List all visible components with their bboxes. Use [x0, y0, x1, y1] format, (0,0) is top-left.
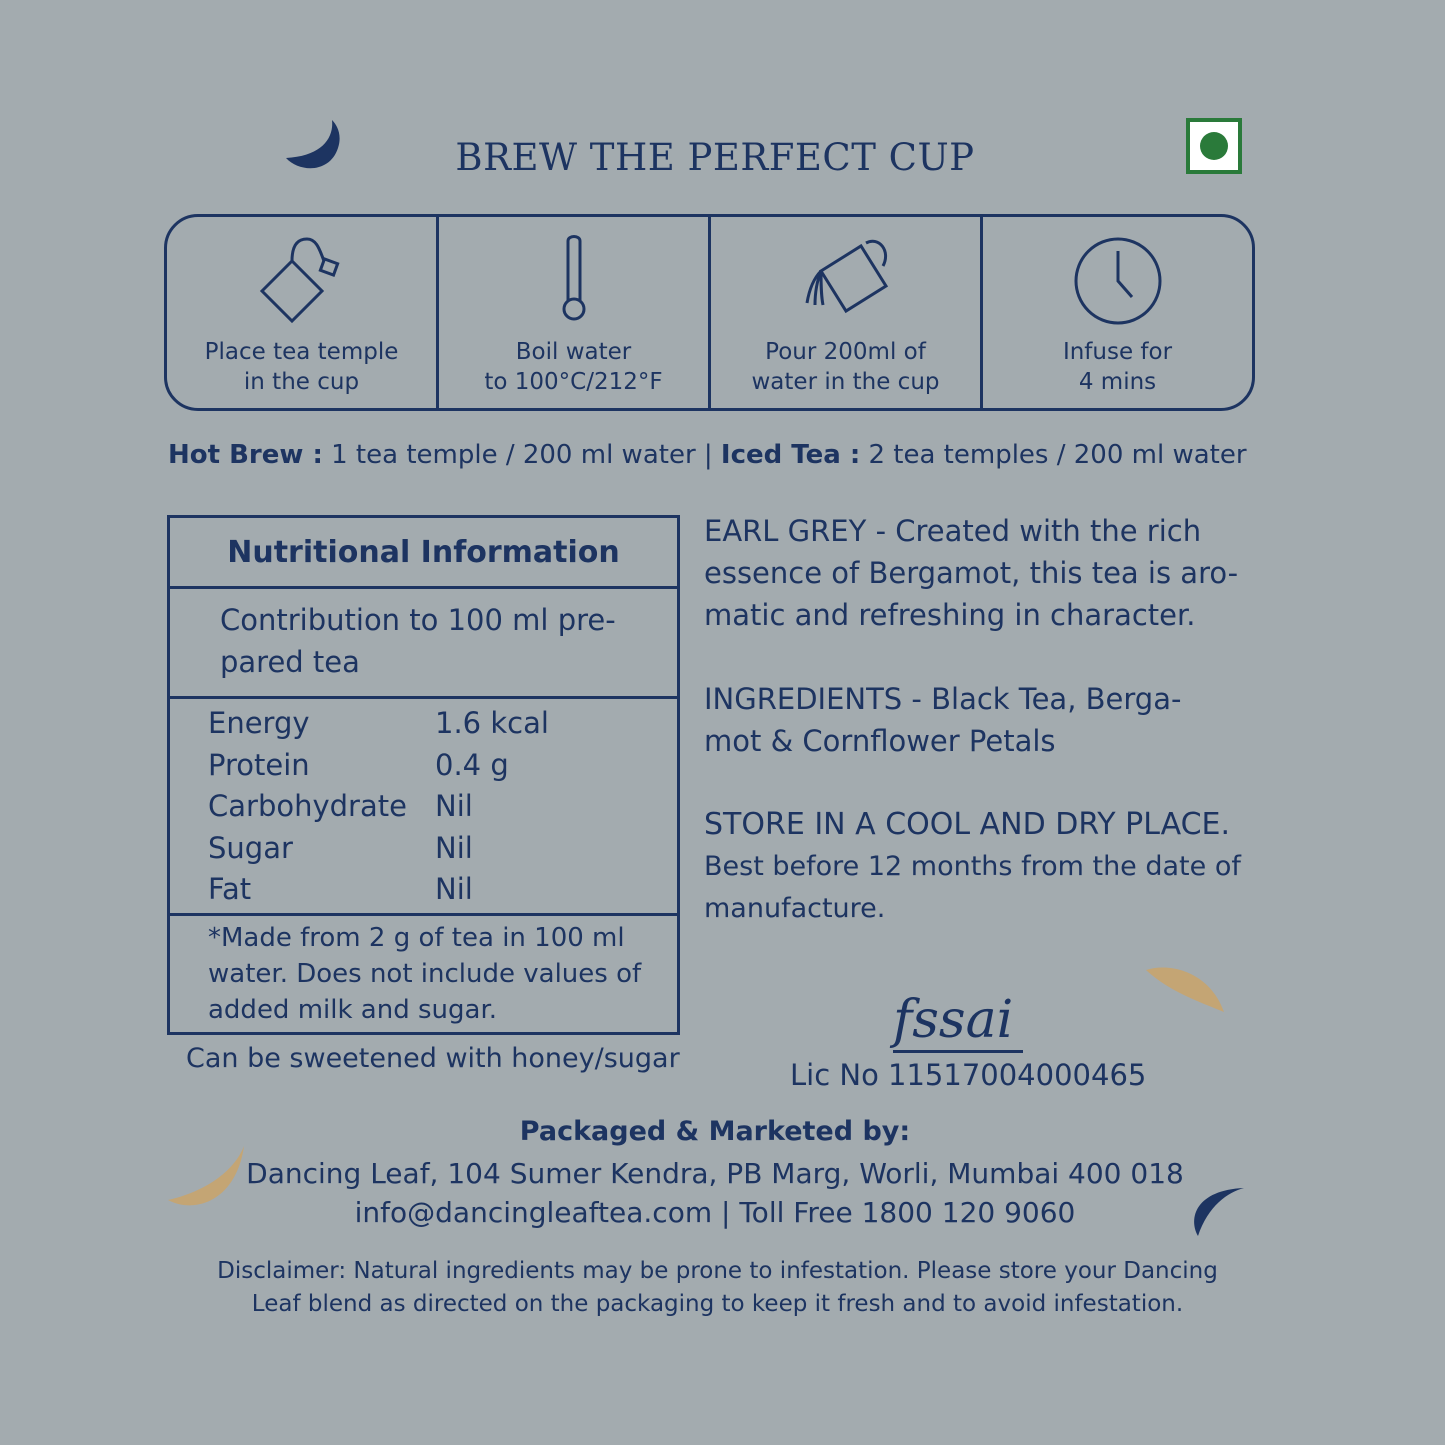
- nutrient-value: Nil: [435, 872, 473, 906]
- nutrient-label: Fat: [208, 872, 252, 906]
- page-title: BREW THE PERFECT CUP: [455, 136, 975, 179]
- nutrition-heading: Nutritional Information: [170, 518, 677, 589]
- iced-tea-value: 2 tea temples / 200 ml water: [860, 440, 1247, 470]
- nutrient-label: Energy: [208, 706, 310, 740]
- step-3-line-2: water in the cup: [751, 369, 940, 395]
- kettle-pour-icon: [791, 231, 901, 331]
- step-2-line-2: to 100°C/212°F: [484, 369, 663, 395]
- nutrition-row: [170, 786, 677, 828]
- nutrition-row: [170, 828, 677, 870]
- brew-ratio-line: [168, 440, 1268, 470]
- iced-tea-label: Iced Tea :: [720, 440, 861, 470]
- ingredients-text: [704, 678, 1264, 762]
- footnote-line-2: water. Does not include values of: [208, 959, 642, 989]
- product-description: [704, 510, 1264, 930]
- ingredients-line-2: mot & Cornflower Petals: [704, 724, 1056, 758]
- ingredients-line-1: INGREDIENTS - Black Tea, Berga-: [704, 682, 1182, 716]
- packager-contact: info@dancingleaftea.com | Toll Free 1800 120 9060: [354, 1196, 1076, 1229]
- step-1-line-1: Place tea temple: [204, 339, 399, 365]
- nutrient-label: Protein: [208, 747, 310, 782]
- nutrient-value: 1.6 kcal: [435, 706, 549, 740]
- fssai-logo-text: fssai: [893, 990, 1014, 1050]
- description-intro: [704, 510, 1264, 636]
- intro-line-2: essence of Bergamot, this tea is aro-: [704, 556, 1239, 590]
- nutrition-row: [170, 745, 677, 787]
- footnote-line-3: added milk and sugar.: [208, 995, 498, 1025]
- nutrient-value: Nil: [435, 789, 473, 823]
- gold-leaf-right-icon: [1140, 962, 1230, 1017]
- step-4-line-2: 4 mins: [1078, 369, 1157, 395]
- disclaimer-line-2: Leaf blend as directed on the packaging to keep it fresh and to avoid infestation.: [251, 1291, 1184, 1317]
- contribution-line-1: Contribution to 100 ml pre-: [220, 603, 616, 637]
- nutrition-table: [167, 515, 680, 1035]
- nutrient-value: Nil: [435, 830, 473, 865]
- packager-details: [0, 1154, 1430, 1232]
- packager-heading: Packaged & Marketed by:: [519, 1116, 911, 1147]
- nutrient-label: Sugar: [208, 830, 293, 865]
- license-number: Lic No 11517004000465: [790, 1058, 1147, 1092]
- nutrition-contribution: [170, 589, 677, 699]
- step-place-tea: [167, 217, 439, 408]
- hot-brew-value: 1 tea temple / 200 ml water |: [322, 440, 721, 470]
- tea-bag-icon: [252, 231, 352, 331]
- nutrient-value: 0.4 g: [435, 747, 509, 782]
- thermometer-icon: [524, 231, 624, 331]
- disclaimer-line-1: Disclaimer: Natural ingredients may be prone to infestation. Please store your Dancing: [217, 1258, 1218, 1284]
- packager-address: Dancing Leaf, 104 Sumer Kendra, PB Marg, Worli, Mumbai 400 018: [246, 1157, 1184, 1190]
- clock-icon: [1068, 231, 1168, 331]
- intro-line-1: EARL GREY - Created with the rich: [704, 514, 1202, 548]
- step-infuse: [983, 217, 1252, 408]
- step-3-line-1: Pour 200ml of: [765, 339, 926, 365]
- step-pour-water: [711, 217, 983, 408]
- veg-mark-icon: [1186, 118, 1242, 174]
- intro-line-3: matic and refreshing in character.: [704, 598, 1196, 632]
- fssai-logo: [893, 990, 1013, 1050]
- footnote-line-1: *Made from 2 g of tea in 100 ml: [208, 923, 625, 953]
- contribution-line-2: pared tea: [220, 645, 360, 679]
- best-before-text: [704, 846, 1264, 930]
- brew-steps-panel: [164, 214, 1255, 411]
- best-line-1: Best before 12 months from the date of: [704, 851, 1241, 882]
- nutrient-label: Carbohydrate: [208, 789, 407, 823]
- disclaimer: [0, 1255, 1435, 1321]
- nutrition-row: [170, 703, 677, 745]
- storage-instruction: STORE IN A COOL AND DRY PLACE.: [704, 807, 1231, 842]
- step-4-line-1: Infuse for: [1062, 339, 1173, 365]
- nutrition-rows: [170, 699, 677, 916]
- hot-brew-label: Hot Brew :: [168, 440, 323, 470]
- nutrition-row: [170, 869, 677, 911]
- step-boil-water: [439, 217, 711, 408]
- step-1-line-2: in the cup: [243, 369, 360, 395]
- sweetened-note: Can be sweetened with honey/sugar: [186, 1043, 680, 1074]
- nutrition-footnote: [170, 916, 677, 1028]
- step-2-line-1: Boil water: [515, 339, 632, 365]
- best-line-2: manufacture.: [704, 893, 886, 924]
